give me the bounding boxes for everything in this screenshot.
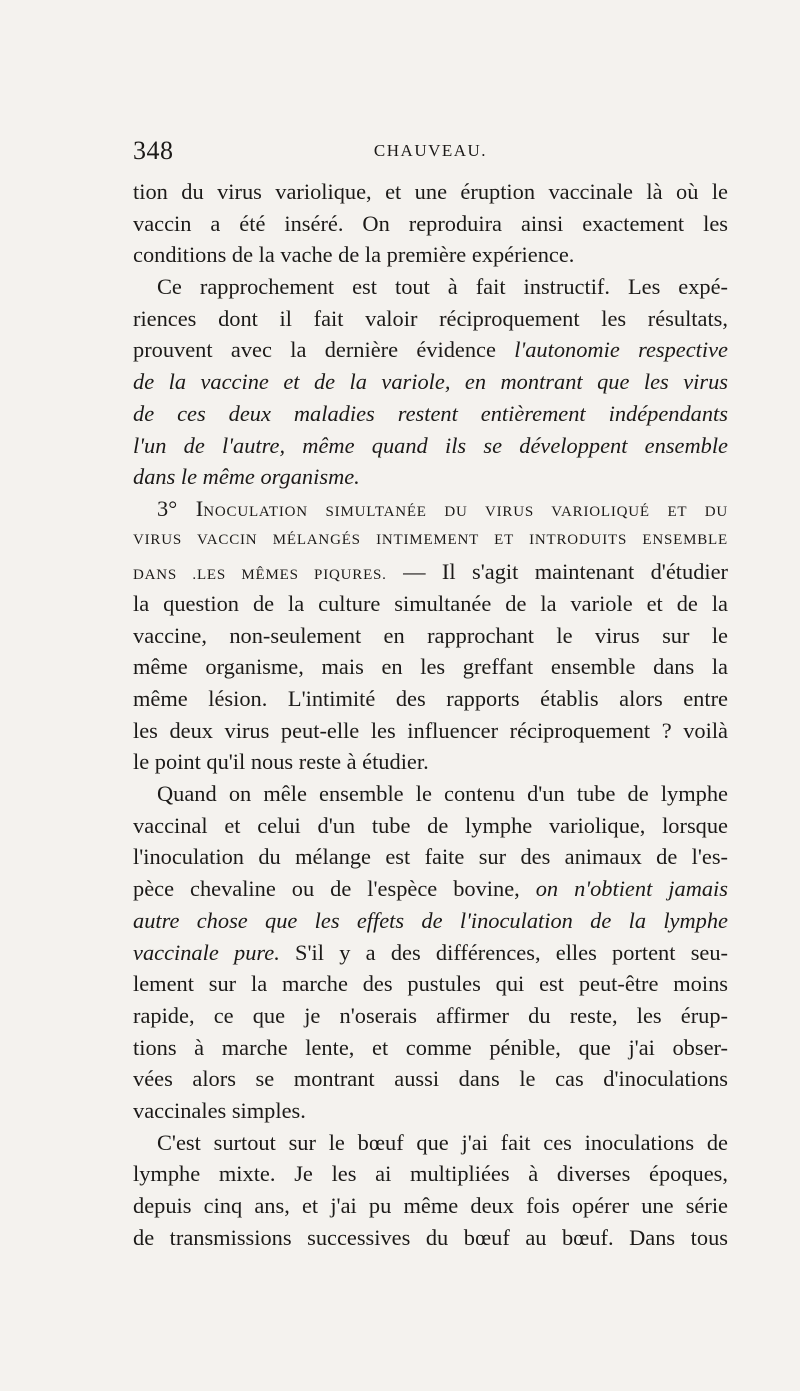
italic-run: l'autonomie respective (514, 337, 728, 363)
text-line: Quand on mêle ensemble le contenu d'un tube de lymphe (157, 781, 728, 807)
italic-run: l'un de l'autre, même quand ils se développent ensemble (133, 432, 728, 458)
italic-run: autre chose que les effets de l'inoculation de la lymphe (133, 907, 728, 933)
text-line: lymphe mixte. Je les ai multipliées à diverses époques, (133, 1161, 728, 1187)
text-line: C'est surtout sur le bœuf que j'ai fait ces inoculations de (157, 1129, 728, 1155)
text-line: conditions de la vache de la première expérience. (133, 242, 575, 268)
section-heading-line: VIRUS VACCIN MÉLANGÉS INTIMEMENT ET INTRODUITS ENSEMBLE (133, 531, 728, 548)
text-line: même organisme, mais en les greffant ensemble dans la (133, 654, 728, 680)
italic-run: on n'obtient jamais (535, 876, 728, 902)
text-line: depuis cinq ans, et j'ai pu même deux fois opérer une série (133, 1193, 728, 1218)
text-line (133, 398, 728, 430)
text-line: vaccin a été inséré. On reproduira ainsi exactement les (133, 210, 728, 236)
text-run: S'il y a des différences, elles portent seu- (279, 939, 728, 965)
italic-run: de la vaccine et de la variole, en montrant que les virus (133, 369, 728, 395)
text-line: même lésion. L'intimité des rapports établis alors entre (133, 686, 728, 711)
text-line: vaccine, non-seulement en rapprochant le virus sur le (133, 622, 728, 648)
text-line: lement sur la marche des pustules qui est peut-être moins (133, 971, 728, 997)
text-line (133, 556, 728, 588)
small-caps-run: DANS .LES MÊMES PIQURES. (133, 567, 387, 584)
text-line (133, 430, 728, 462)
italic-run: dans le même organisme. (133, 464, 360, 490)
text-line (133, 905, 728, 937)
text-line: vées alors se montrant aussi dans le cas d'inoculations (133, 1066, 728, 1092)
italic-run: de ces deux maladies restent entièrement indépendants (133, 400, 728, 426)
italic-run: vaccinale pure. (133, 939, 280, 965)
text-line: le point qu'il nous reste à étudier. (133, 749, 429, 775)
text-line: tion du virus variolique, et une éruption vaccinale là où le (133, 179, 728, 204)
text-line: la question de la culture simultanée de la variole et de la (133, 590, 728, 616)
text-line: rapide, ce que je n'oserais affirmer du reste, les érup- (133, 1002, 728, 1028)
text-line (133, 334, 728, 366)
text-line (133, 461, 728, 493)
text-line: vaccinales simples. (133, 1097, 306, 1123)
text-line (133, 873, 728, 905)
text-run: prouvent avec la dernière évidence (133, 337, 515, 363)
body-text (133, 176, 728, 1253)
text-line (133, 366, 728, 398)
text-line (133, 937, 728, 969)
page-header (133, 136, 728, 172)
text-line: les deux virus peut-elle les influencer réciproquement ? voilà (133, 717, 728, 743)
text-line: de transmissions successives du bœuf au bœuf. Dans tous (133, 1224, 728, 1250)
text-run: pèce chevaline ou de l'espèce bovine, (133, 876, 536, 902)
running-head: CHAUVEAU. (373, 141, 488, 160)
text-line: vaccinal et celui d'un tube de lymphe variolique, lorsque (133, 812, 728, 838)
section-heading-line (133, 493, 728, 525)
text-run: 3° I (157, 495, 204, 521)
text-run: — Il s'agit maintenant d'étudier (386, 559, 728, 585)
small-caps-run: NOCULATION SIMULTANÉE DU VIRUS VARIOLIQUÉ ET DU (203, 503, 728, 520)
text-line: riences dont il fait valoir réciproquement les résultats, (133, 305, 728, 331)
text-line: Ce rapprochement est tout à fait instructif. Les expé- (157, 274, 728, 300)
page-number: 348 (133, 136, 174, 165)
text-line: l'inoculation du mélange est faite sur des animaux de l'es- (133, 844, 728, 870)
text-line: tions à marche lente, et comme pénible, que j'ai obser- (133, 1034, 728, 1060)
